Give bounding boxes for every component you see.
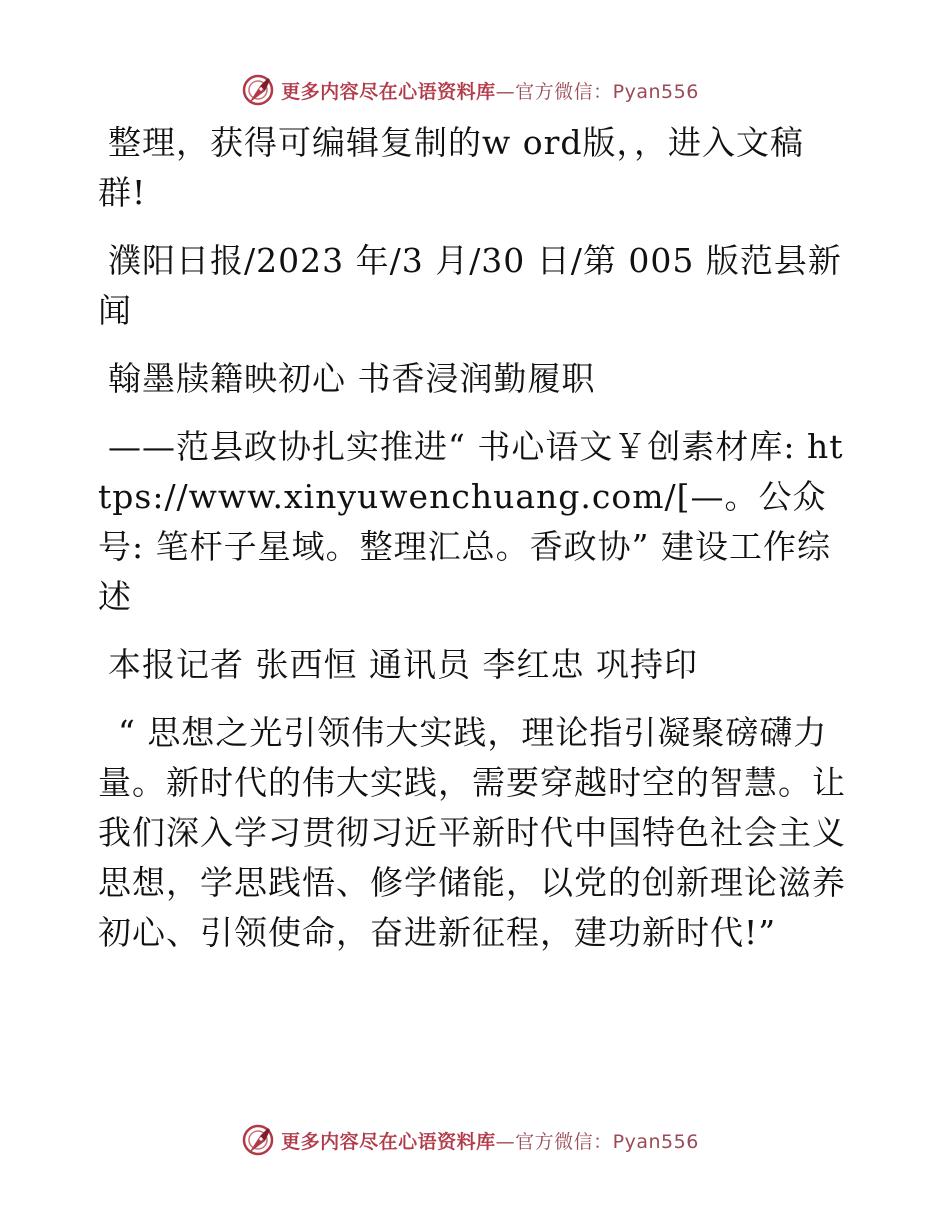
header-banner: [0, 70, 950, 110]
header-banner-wechat: 官方微信：Pyan556: [515, 80, 699, 103]
paragraph-intro: 整理，获得可编辑复制的w ord版，，进入文稿群!: [98, 123, 805, 212]
article-title: 翰墨牍籍映初心 书香浸润勤履职: [108, 359, 596, 398]
pen-nib-logo-icon: [241, 73, 275, 107]
footer-banner-wechat: 官方微信：Pyan556: [515, 1130, 699, 1153]
header-banner-main: 更多内容尽在心语资料库: [281, 80, 496, 103]
header-banner-inner: [241, 73, 699, 107]
article-subtitle: ——范县政协扎实推进“ 书心语文￥创素材库: https://www.xinyuwenchuang.com/[—。公众号: 笔杆子星域。整理汇总。香政协” 建设工作综述: [98, 427, 844, 616]
pen-nib-logo-icon: [241, 1123, 275, 1157]
footer-banner-dash: —: [495, 1130, 516, 1153]
header-banner-text: [281, 77, 699, 104]
article-lead-quote: “ 思想之光引领伟大实践，理论指引凝聚磅礴力量。新时代的伟大实践，需要穿越时空的智慧。让我们深入学习贯彻习近平新时代中国特色社会主义思想，学思践悟、修学储能，以党的创新理论滋养初心、引领使命，奋进新征程，建功新时代!”: [98, 713, 846, 952]
paragraph-source: 濮阳日报/2023 年/3 月/30 日/第 005 版范县新闻: [98, 241, 842, 330]
footer-banner-inner: [241, 1123, 699, 1157]
footer-banner-text: [281, 1127, 699, 1154]
document-body: [98, 118, 850, 976]
article-byline: 本报记者 张西恒 通讯员 李红忠 巩持印: [108, 645, 698, 684]
footer-banner-main: 更多内容尽在心语资料库: [281, 1130, 496, 1153]
footer-banner: [0, 1120, 950, 1160]
header-banner-dash: —: [495, 80, 516, 103]
